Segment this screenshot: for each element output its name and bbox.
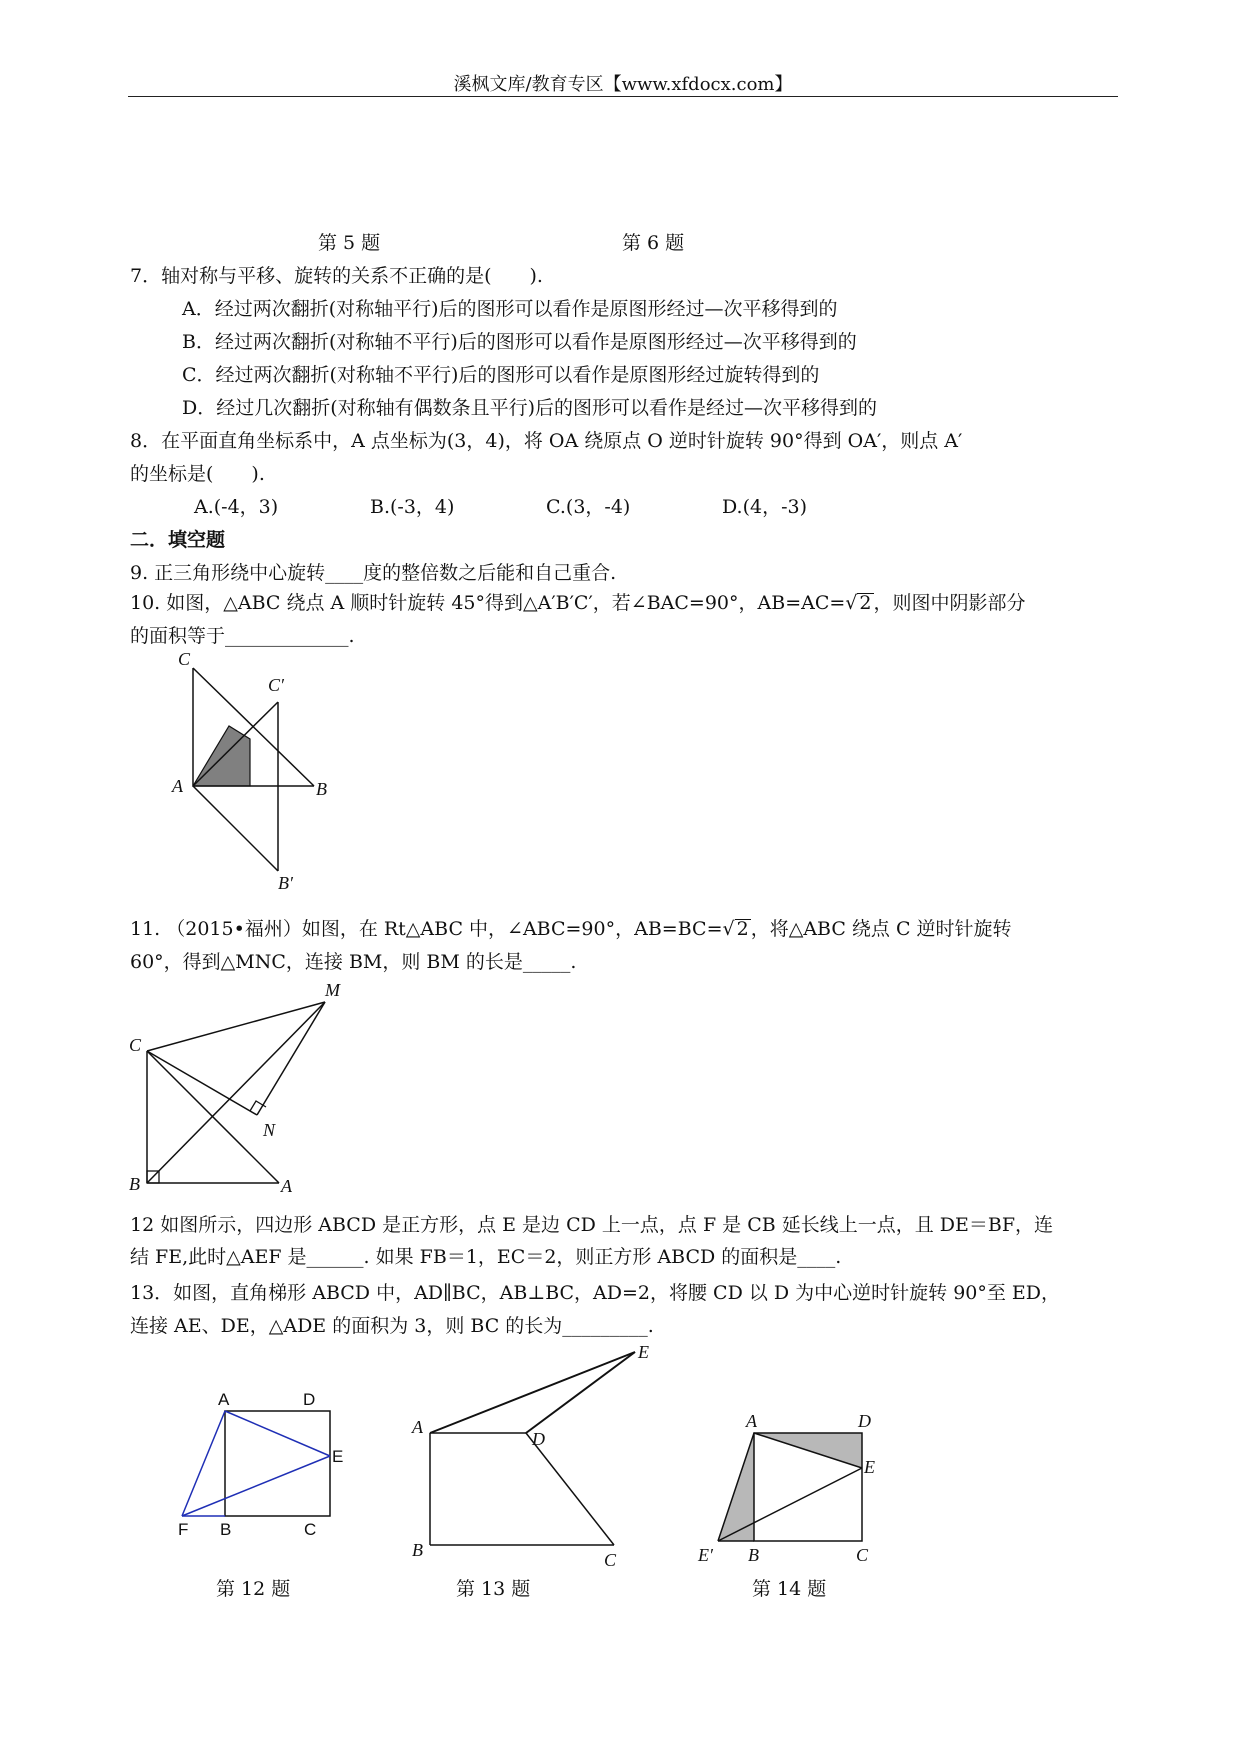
q10-side-ab2 xyxy=(193,786,278,871)
figure-q13 xyxy=(400,1340,670,1575)
q14-label-d: D xyxy=(858,1411,871,1431)
q10-sqrt-value: 2 xyxy=(859,592,872,614)
q11-sqrt-value: 2 xyxy=(736,918,749,940)
q13-segment-ae xyxy=(430,1352,635,1433)
q12-label-a: A xyxy=(218,1390,230,1409)
q12-label-e: E xyxy=(332,1447,344,1466)
section-title: 二．填空题 xyxy=(130,529,226,551)
q10-label-b: B xyxy=(316,779,327,799)
q11-line1 xyxy=(130,918,1012,941)
caption-q12: 第 12 题 xyxy=(216,1578,291,1600)
q13-side-dc xyxy=(526,1433,614,1545)
q12-line2: 结 FE,此时△AEF 是______. 如果 FB＝1，EC＝2，则正方形 ABCD 的面积是____. xyxy=(130,1246,842,1268)
q11-label-b: B xyxy=(129,1174,140,1194)
q8-option-a: A.(-4，3) xyxy=(194,496,279,518)
q11-label-a: A xyxy=(281,1176,292,1196)
q11-line2: 60°，得到△MNC，连接 BM，则 BM 的长是_____. xyxy=(130,951,577,973)
figure-q10 xyxy=(160,649,340,895)
q8-option-b: B.(-3，4) xyxy=(370,496,455,518)
q12-square-abcd xyxy=(225,1411,330,1516)
q8-option-d: D.(4，-3) xyxy=(722,496,808,518)
q11-label-c: C xyxy=(129,1035,142,1055)
q14-label-e: E xyxy=(864,1457,875,1477)
q11-line1-post: ，将△ABC 绕点 C 逆时针旋转 xyxy=(750,918,1012,940)
q12-label-d: D xyxy=(303,1390,316,1409)
q13-line2: 连接 AE、DE，△ADE 的面积为 3，则 BC 的长为_________. xyxy=(130,1315,654,1337)
q7-option-d: D．经过几次翻折(对称轴有偶数条且平行)后的图形可以看作是经过—次平移得到的 xyxy=(182,397,878,419)
q13-label-e: E xyxy=(638,1342,649,1362)
q14-label-b: B xyxy=(748,1545,759,1565)
caption-q13: 第 13 题 xyxy=(456,1578,531,1600)
q10-line1-post: ，则图中阴影部分 xyxy=(873,592,1026,614)
q13-label-a: A xyxy=(412,1417,423,1437)
q10-line2: 的面积等于_____________. xyxy=(130,625,355,647)
q11-right-angle-n xyxy=(250,1101,266,1111)
sqrt-symbol: √ xyxy=(845,592,858,614)
q12-segment-fe xyxy=(182,1456,330,1516)
q13-label-d: D xyxy=(532,1429,545,1449)
q11-label-n: N xyxy=(263,1120,276,1140)
figure-q11 xyxy=(125,980,345,1195)
figure-q14 xyxy=(690,1405,880,1570)
q14-label-a: A xyxy=(746,1411,757,1431)
q12-label-c: C xyxy=(304,1520,317,1539)
q11-label-m: M xyxy=(325,980,340,1000)
q9-text: 9. 正三角形绕中心旋转____度的整倍数之后能和自己重合. xyxy=(130,562,617,584)
q13-line1: 13．如图，直角梯形 ABCD 中，AD∥BC，AB⊥BC，AD=2，将腰 CD 以 D 为中心逆时针旋转 90°至 ED， xyxy=(130,1282,1061,1304)
q12-segment-ae xyxy=(225,1411,330,1456)
q11-line1-pre: 11. （2015•福州）如图，在 Rt△ABC 中，∠ABC=90°，AB=BC= xyxy=(130,918,723,940)
q7-option-a: A．经过两次翻折(对称轴平行)后的图形可以看作是原图形经过—次平移得到的 xyxy=(182,298,838,320)
figure-q12 xyxy=(170,1385,345,1539)
q10-label-b-prime: B′ xyxy=(278,873,293,893)
q10-line1 xyxy=(130,592,1026,615)
q14-label-c: C xyxy=(856,1545,869,1565)
q13-label-b: B xyxy=(412,1540,423,1560)
sqrt-symbol: √ xyxy=(722,918,735,940)
q10-label-c: C xyxy=(178,649,191,669)
q8-option-c: C.(3，-4) xyxy=(546,496,631,518)
q8-line2: 的坐标是( ). xyxy=(130,463,265,485)
header-divider xyxy=(128,96,1118,97)
q11-side-mn xyxy=(257,1002,325,1115)
q11-segment-bm xyxy=(147,1002,325,1183)
q10-label-a: A xyxy=(172,776,183,796)
q12-label-f: F xyxy=(178,1520,189,1539)
q13-segment-de xyxy=(526,1352,635,1433)
q7-option-c: C．经过两次翻折(对称轴不平行)后的图形可以看作是原图形经过旋转得到的 xyxy=(182,364,820,386)
caption-q6: 第 6 题 xyxy=(622,232,685,254)
q12-line1: 12 如图所示，四边形 ABCD 是正方形，点 E 是边 CD 上一点，点 F 是 CB 延长线上一点，且 DE＝BF，连 xyxy=(130,1214,1054,1236)
q8-line1: 8．在平面直角坐标系中，A 点坐标为(3，4)，将 OA 绕原点 O 逆时针旋转 90°得到 OA′，则点 A′ xyxy=(130,430,963,452)
q11-side-cm xyxy=(147,1002,325,1051)
q10-line1-pre: 10. 如图，△ABC 绕点 A 顺时针旋转 45°得到△A′B′C′，若∠BAC=90°，AB=AC= xyxy=(130,592,846,614)
caption-q5: 第 5 题 xyxy=(318,232,381,254)
page-header: 溪枫文库/教育专区【www.xfdocx.com】 xyxy=(453,74,793,95)
q7-stem: 7．轴对称与平移、旋转的关系不正确的是( ). xyxy=(130,265,543,287)
q10-label-c-prime: C′ xyxy=(268,675,284,695)
q7-option-b: B．经过两次翻折(对称轴不平行)后的图形可以看作是原图形经过—次平移得到的 xyxy=(182,331,857,353)
caption-q14: 第 14 题 xyxy=(752,1578,827,1600)
q12-label-b: B xyxy=(220,1520,232,1539)
q14-label-e-prime: E′ xyxy=(698,1545,713,1565)
q13-label-c: C xyxy=(604,1550,617,1570)
q12-segment-af xyxy=(182,1411,225,1516)
